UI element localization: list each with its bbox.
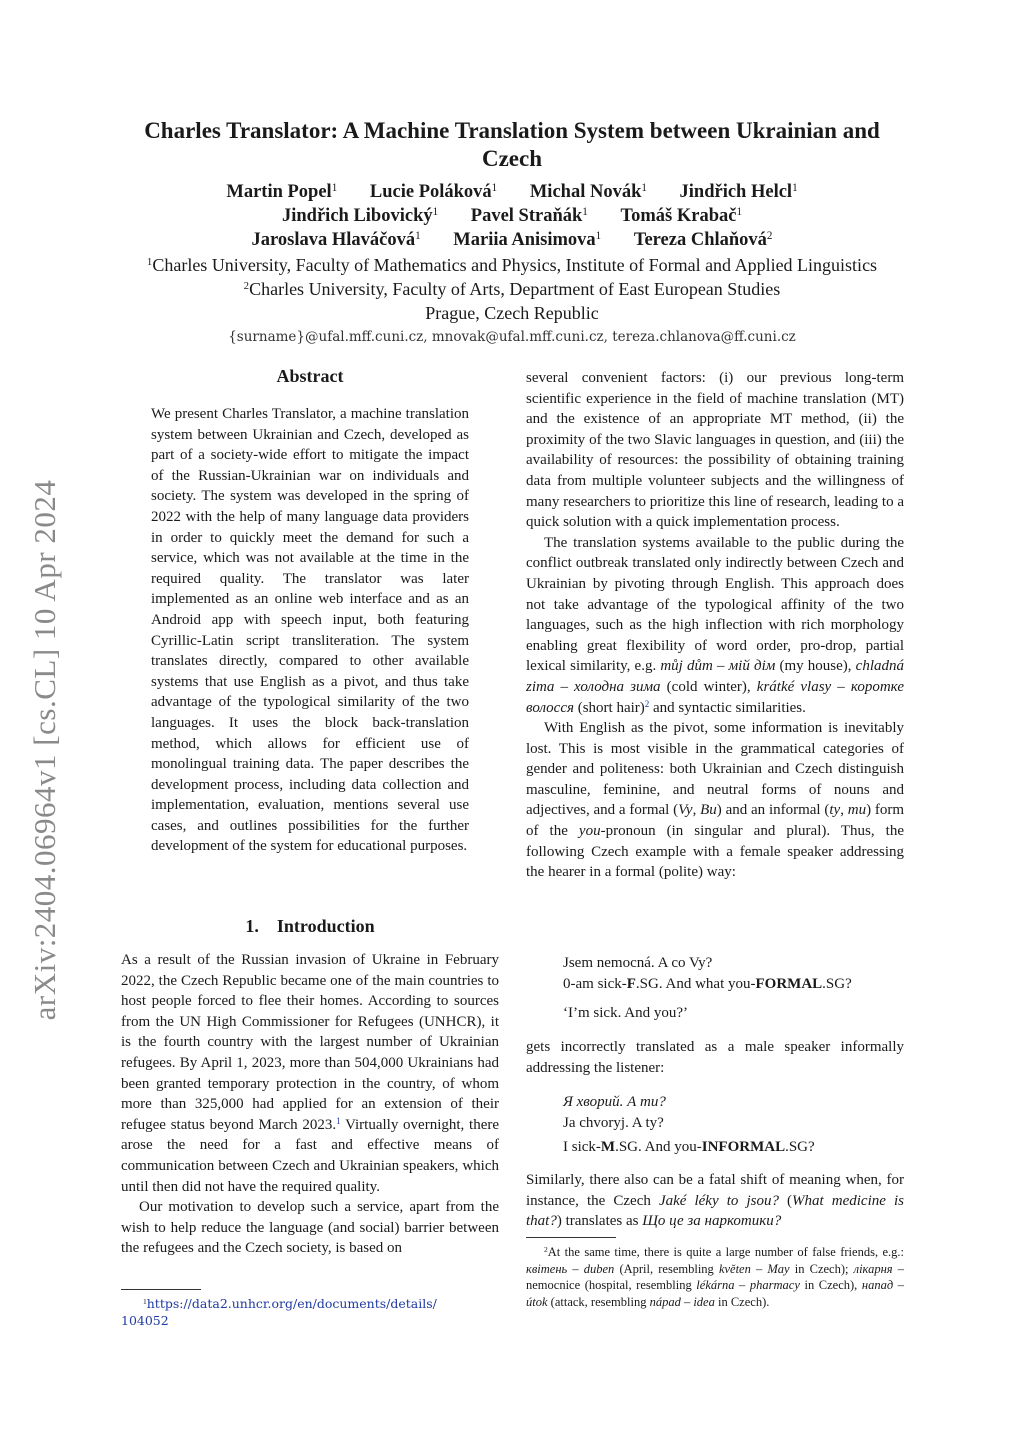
right-column-text-1 — [526, 368, 904, 883]
footnote-1: $^1$https://data2.unhcr.org/en/documents/details/ 104052 — [121, 1296, 499, 1329]
author-row-2 — [100, 204, 924, 228]
author: Mariia Anisimova$^1$ — [453, 229, 602, 250]
author-emails: {surname}@ufal.mff.cuni.cz, mnovak@ufal.mff.cuni.cz, tereza.chlanova@ff.cuni.cz — [228, 329, 796, 345]
affiliation-2: $^2$Charles University, Faculty of Arts, Department of East European Studies — [243, 279, 781, 299]
example-2-cyrillic: Я хворий. А ти? — [563, 1094, 666, 1110]
paragraph: Similarly, there also can be a fatal shift of meaning when, for instance, the Czech Jaké léky to jsou? (What medicine is that?) translates as Що це за наркотики? — [526, 1172, 904, 1230]
footnote-link[interactable]: https://data2.unhcr.org/en/documents/details/ — [146, 1296, 437, 1311]
paper-title — [100, 117, 924, 173]
arxiv-identifier: arXiv:2404.06964v1 [cs.CL] 10 Apr 2024 — [27, 479, 62, 1021]
author: Tomáš Krabač$^1$ — [620, 205, 742, 226]
arxiv-sidebar — [25, 450, 65, 1050]
author: Jindřich Helcl$^1$ — [679, 181, 798, 202]
intro-paragraph-2: Our motivation to develop such a service, apart from the wish to help reduce the language (and social) barrier between the refugees and the Czech society, is based on — [121, 1199, 499, 1257]
footnote-link-cont[interactable]: 104052 — [121, 1312, 169, 1328]
example-1-sentence: Jsem nemocná. A co Vy? — [563, 955, 713, 971]
author: Tereza Chlaňová$^2$ — [633, 229, 773, 250]
affiliation-location: Prague, Czech Republic — [425, 303, 599, 323]
footnote-rule — [526, 1237, 616, 1238]
author: Jaroslava Hlaváčová$^1$ — [251, 229, 421, 250]
paragraph: The translation systems available to the public during the conflict outbreak translated only indirectly between Czech and Ukrainian by pivoting through English. This approach does not take advantage of the typological affinity of the two languages, such as the high inflection with rich morphology enabling great flexibility of word order, pro-drop, partial lexical similarity, e.g. můj dům – мій дім (my house), chladná zima – холодна зима (cold winter), krátké vlasy – коротке волосся (short hair)$^2$ and syntactic similarities. — [526, 534, 904, 716]
footnote-rule — [121, 1289, 201, 1290]
example-1-translation: ‘I’m sick. And you?’ — [563, 1005, 688, 1022]
example-2-transliteration: Ja chvoryj. A ty? — [563, 1114, 664, 1131]
abstract-heading: Abstract — [276, 366, 344, 386]
affiliation-1: $^1$Charles University, Faculty of Mathematics and Physics, Institute of Formal and Applied Linguistics — [146, 255, 878, 275]
title-line-2: Czech — [481, 146, 543, 171]
intro-body — [121, 950, 499, 1259]
example-1-gloss: 0-am sick-F.SG. And what you-FORMAL.SG? — [563, 975, 852, 992]
intro-paragraph-1: As a result of the Russian invasion of Ukraine in February 2022, the Czech Republic became one of the main countries to host people forced to flee their homes. According to sources from the UN High Commissioner for Refugees (UNHCR), it is the fourth country with the largest number of Ukrainian refugees. By April 1, 2023, more than 504,000 Ukrainians had been granted temporary protection in the country, of whom more than 325,000 had applied for an extension of their refugee status beyond March 2023.$^1$ Virtually overnight, there arose the need for a fast and effective means of communication between Czech and Ukrainian speakers, which until then did not have the required quality. — [121, 952, 499, 1195]
footnote-2: $^2$At the same time, there is quite a large number of false friends, e.g.: квітень – duben (April, resembling květen – May in Czech); лікарня – nemocnice (hospital, resembling lékárna – pharmacy in Czech), напад – útok (attack, resembling nápad – idea in Czech). — [526, 1244, 904, 1309]
example-2-gloss: I sick-M.SG. And you-INFORMAL.SG? — [563, 1139, 815, 1156]
author: Pavel Straňák$^1$ — [470, 205, 588, 226]
paragraph: several convenient factors: (i) our previous long-term scientific experience in the field of machine translation (MT) and the existence of an appropriate MT method, (ii) the proximity of the two Slavic languages in question, and (iii) the availability of resources: the possibility of obtaining training data from multiple volunteer subjects and the willingness of many researchers to prioritize this line of research, leading to a quick solution with a quick implementation process. — [526, 370, 904, 531]
title-line-1: Charles Translator: A Machine Translation System between Ukrainian and — [144, 118, 880, 143]
section-heading-introduction: 1. Introduction — [245, 916, 375, 936]
author: Lucie Poláková$^1$ — [369, 181, 498, 202]
example-1 — [563, 953, 923, 1024]
example-2 — [563, 1092, 923, 1158]
author: Martin Popel$^1$ — [226, 181, 338, 202]
footnote-ref-2[interactable]: 2 — [644, 698, 650, 709]
paragraph: With English as the pivot, some information is inevitably lost. This is most visible in the grammatical categories of gender and politeness: both Ukrainian and Czech distinguish masculine, feminine, and neutral forms of nouns and adjectives, and a formal (Vy, Bu) and an informal (ty, mu) form of the you-pronoun (in singular and plural). Thus, the following Czech example with a female speaker addressing the hearer in a formal (polite) way: — [526, 720, 905, 881]
author: Michal Novák$^1$ — [529, 181, 647, 202]
author-row-3 — [100, 228, 924, 252]
paragraph: gets incorrectly translated as a male speaker informally addressing the listener: — [526, 1039, 904, 1076]
footnote-ref-1[interactable]: 1 — [336, 1115, 341, 1126]
author: Jindřich Libovický$^1$ — [282, 205, 439, 226]
abstract-text: We present Charles Translator, a machine translation system between Ukrainian and Czech, developed as part of a society-wide effort to mitigate the impact of the Russian-Ukrainian war on individuals and society. The system was developed in the spring of 2022 with the help of many language data providers in order to quickly meet the demand for such a service, which was not available at the time in the required quality. The translator was later implemented as an online web interface and as an Android app with speech input, both featuring Cyrillic-Latin script transliteration. The system translates directly, compared to other available systems that use English as a pivot, and thus take advantage of the typological similarity of the two languages. It uses the block back-translation method, which allows for efficient use of monolingual training data. The paper describes the development process, including data collection and implementation, evaluation, mentions several use cases, and outlines possibilities for the further development of the system for educational purposes. — [151, 406, 469, 855]
author-row-1 — [100, 180, 924, 204]
